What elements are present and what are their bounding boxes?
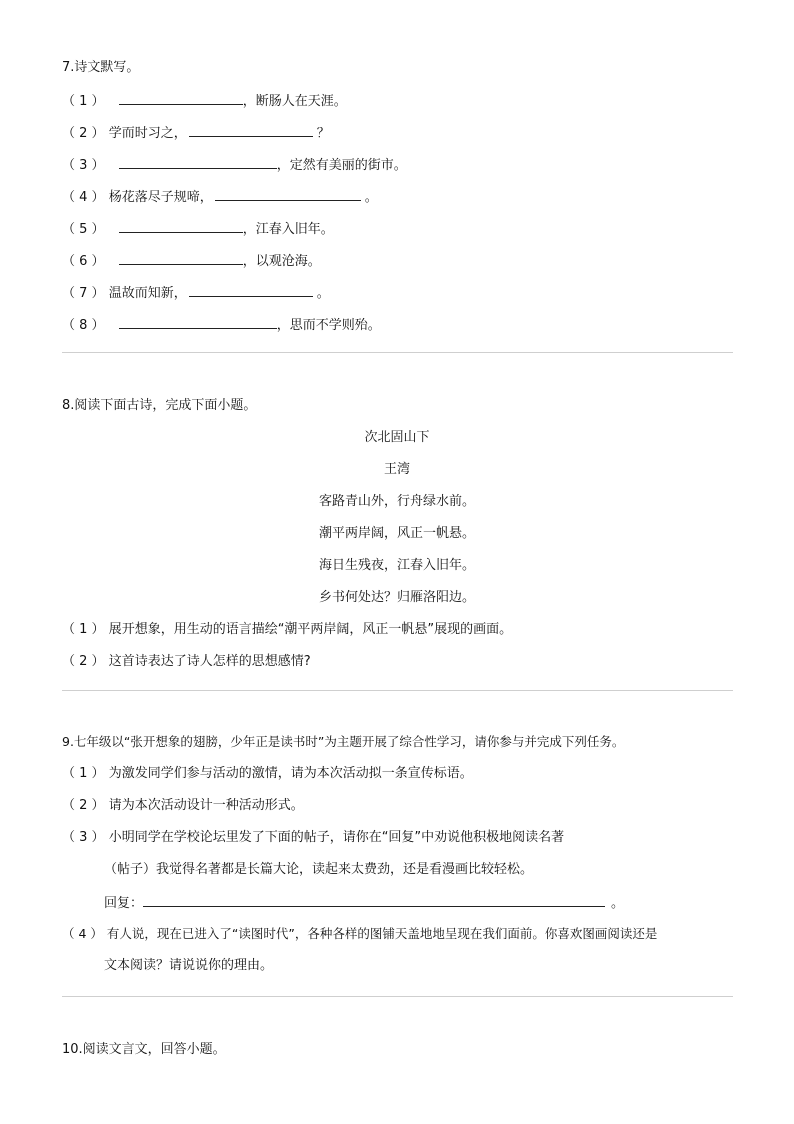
q7-item-3 <box>62 156 407 174</box>
answer-blank[interactable] <box>119 156 277 169</box>
item-number: （ 5 ） <box>62 222 105 237</box>
answer-blank[interactable] <box>119 252 243 265</box>
q9-sub-2 <box>62 798 304 814</box>
item-text: 学而时习之， <box>108 126 187 141</box>
q9-sub-4 <box>62 926 657 942</box>
item-number: （ 8 ） <box>62 318 105 333</box>
item-number: （ 4 ） <box>62 190 105 205</box>
q7-item-5 <box>62 220 334 238</box>
item-text: 小明同学在学校论坛里发了下面的帖子，请你在“回复”中劝说他积极地阅读名著 <box>108 830 565 845</box>
section-divider <box>62 690 733 691</box>
item-text: ？ <box>316 126 330 141</box>
item-text: ，思而不学则殆。 <box>276 318 381 333</box>
answer-blank[interactable] <box>215 188 361 201</box>
item-number: （ 1 ） <box>62 622 105 637</box>
q7-item-1 <box>62 92 347 110</box>
item-number: （ 7 ） <box>62 286 105 301</box>
answer-blank[interactable] <box>119 316 277 329</box>
item-text: 为激发同学们参与活动的激情，请为本次活动拟一条宣传标语。 <box>108 766 473 781</box>
item-text: 请为本次活动设计一种活动形式。 <box>108 798 304 813</box>
item-text: 。 <box>316 286 330 301</box>
item-text: 展开想象，用生动的语言描绘“潮平两岸阔，风正一帆悬”展现的画面。 <box>108 622 513 637</box>
item-text: 有人说，现在已进入了“读图时代”，各种各样的图铺天盖地地呈现在我们面前。你喜欢图画阅读还是 <box>106 926 658 941</box>
poem-line: 乡书何处达？归雁洛阳边。 <box>318 590 475 605</box>
reply-blank[interactable] <box>143 894 605 907</box>
answer-blank[interactable] <box>189 284 313 297</box>
item-number: （ 2 ） <box>62 654 105 669</box>
answer-blank[interactable] <box>119 220 243 233</box>
reply-end: 。 <box>611 896 625 911</box>
item-number: （ 1 ） <box>62 94 105 109</box>
q8-sub-1 <box>62 622 512 638</box>
q9-sub-1 <box>62 766 473 782</box>
section-divider <box>62 352 733 353</box>
poem-line: 潮平两岸阔，风正一帆悬。 <box>318 526 475 541</box>
answer-blank[interactable] <box>119 92 243 105</box>
q9-sub-3 <box>62 830 564 846</box>
item-text: ，以观沧海。 <box>242 254 321 269</box>
q7-item-2 <box>62 124 330 142</box>
reply-line <box>104 894 624 912</box>
item-number: （ 3 ） <box>62 158 105 173</box>
q9-title: 9.七年级以“张开想象的翅膀，少年正是读书时”为主题开展了综合性学习，请你参与并完成下列任务。 <box>62 734 625 749</box>
q7-item-6 <box>62 252 321 270</box>
q10-title: 10.阅读文言文，回答小题。 <box>62 1042 226 1057</box>
q7-item-4 <box>62 188 378 206</box>
item-number: （ 4 ） <box>62 926 103 941</box>
poem-line: 海日生残夜，江春入旧年。 <box>318 558 475 573</box>
section-divider <box>62 996 733 997</box>
poem-author: 王湾 <box>383 462 410 477</box>
q8-sub-2 <box>62 654 311 670</box>
q7-item-7 <box>62 284 330 302</box>
item-number: （ 2 ） <box>62 798 105 813</box>
item-text: 这首诗表达了诗人怎样的思想感情? <box>108 654 311 669</box>
q7-title: 7.诗文默写。 <box>62 60 140 75</box>
item-text: ，断肠人在天涯。 <box>242 94 347 109</box>
item-number: （ 3 ） <box>62 830 105 845</box>
item-text: 温故而知新， <box>108 286 187 301</box>
item-text: ，江春入旧年。 <box>242 222 334 237</box>
item-text: ，定然有美丽的街市。 <box>276 158 407 173</box>
poem-title: 次北固山下 <box>364 430 430 445</box>
q8-title: 8.阅读下面古诗，完成下面小题。 <box>62 398 257 413</box>
item-number: （ 6 ） <box>62 254 105 269</box>
item-number: （ 1 ） <box>62 766 105 781</box>
item-number: （ 2 ） <box>62 126 105 141</box>
poem-line: 客路青山外，行舟绿水前。 <box>318 494 475 509</box>
q7-item-8 <box>62 316 381 334</box>
forum-post: （帖子）我觉得名著都是长篇大论，读起来太费劲，还是看漫画比较轻松。 <box>104 862 534 877</box>
item-text: 杨花落尽子规啼， <box>108 190 213 205</box>
reply-label: 回复： <box>104 896 144 911</box>
answer-blank[interactable] <box>189 124 313 137</box>
q9-sub-4-cont: 文本阅读？请说说你的理由。 <box>104 958 274 973</box>
item-text: 。 <box>364 190 378 205</box>
